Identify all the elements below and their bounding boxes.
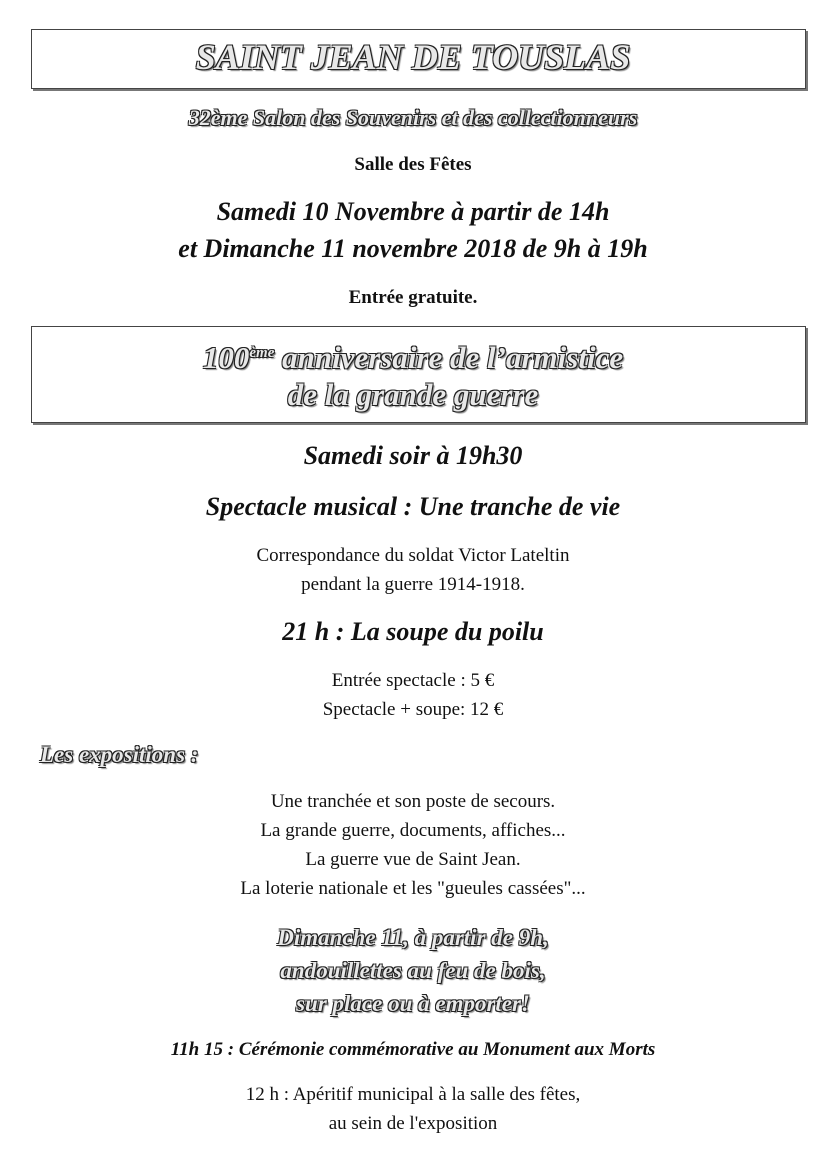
anniversary-line-2: de la grande guerre: [287, 377, 539, 412]
venue: Salle des Fêtes: [354, 154, 472, 175]
show-description-2: pendant la guerre 1914-1918.: [301, 574, 525, 595]
show-title: Spectacle musical : Une tranche de vie: [205, 492, 621, 521]
free-entry: Entrée gratuite.: [348, 287, 478, 308]
show-description-1: Correspondance du soldat Victor Lateltin: [256, 545, 570, 566]
exposition-item: La grande guerre, documents, affiches...: [260, 820, 566, 841]
dates-line-1: Samedi 10 Novembre à partir de 14h: [216, 197, 610, 226]
price-line-1: Entrée spectacle : 5 €: [331, 670, 495, 691]
aperitif-line-2: au sein de l'exposition: [328, 1113, 498, 1134]
anniversary-line-1: [0, 333, 826, 378]
expositions-heading: Les expositions :: [40, 742, 199, 767]
exposition-item: Une tranchée et son poste de secours.: [270, 791, 556, 812]
ceremony: 11h 15 : Cérémonie commémorative au Monument aux Morts: [170, 1039, 656, 1060]
sunday-line-3: sur place ou à emporter!: [296, 991, 530, 1016]
exposition-item: La loterie nationale et les "gueules cassées"...: [240, 878, 586, 899]
aperitif-line-1: 12 h : Apéritif municipal à la salle des fêtes,: [245, 1084, 581, 1105]
sunday-line-1: Dimanche 11, à partir de 9h,: [277, 925, 549, 950]
price-line-2: Spectacle + soupe: 12 €: [322, 699, 504, 720]
anniversary-suffix: ème: [249, 345, 275, 361]
anniversary-number: 100: [202, 340, 250, 375]
exposition-item: La guerre vue de Saint Jean.: [305, 849, 521, 870]
evening-time: Samedi soir à 19h30: [303, 441, 523, 470]
anniversary-text: anniversaire de l’armistice: [274, 340, 624, 375]
sunday-line-2: andouillettes au feu de bois,: [280, 958, 546, 983]
page-title: SAINT JEAN DE TOUSLAS: [195, 37, 631, 77]
dates-line-2: et Dimanche 11 novembre 2018 de 9h à 19h: [178, 234, 648, 263]
salon-subtitle: 32ème Salon des Souvenirs et des collectionneurs: [188, 105, 638, 130]
soup-title: 21 h : La soupe du poilu: [282, 617, 544, 646]
